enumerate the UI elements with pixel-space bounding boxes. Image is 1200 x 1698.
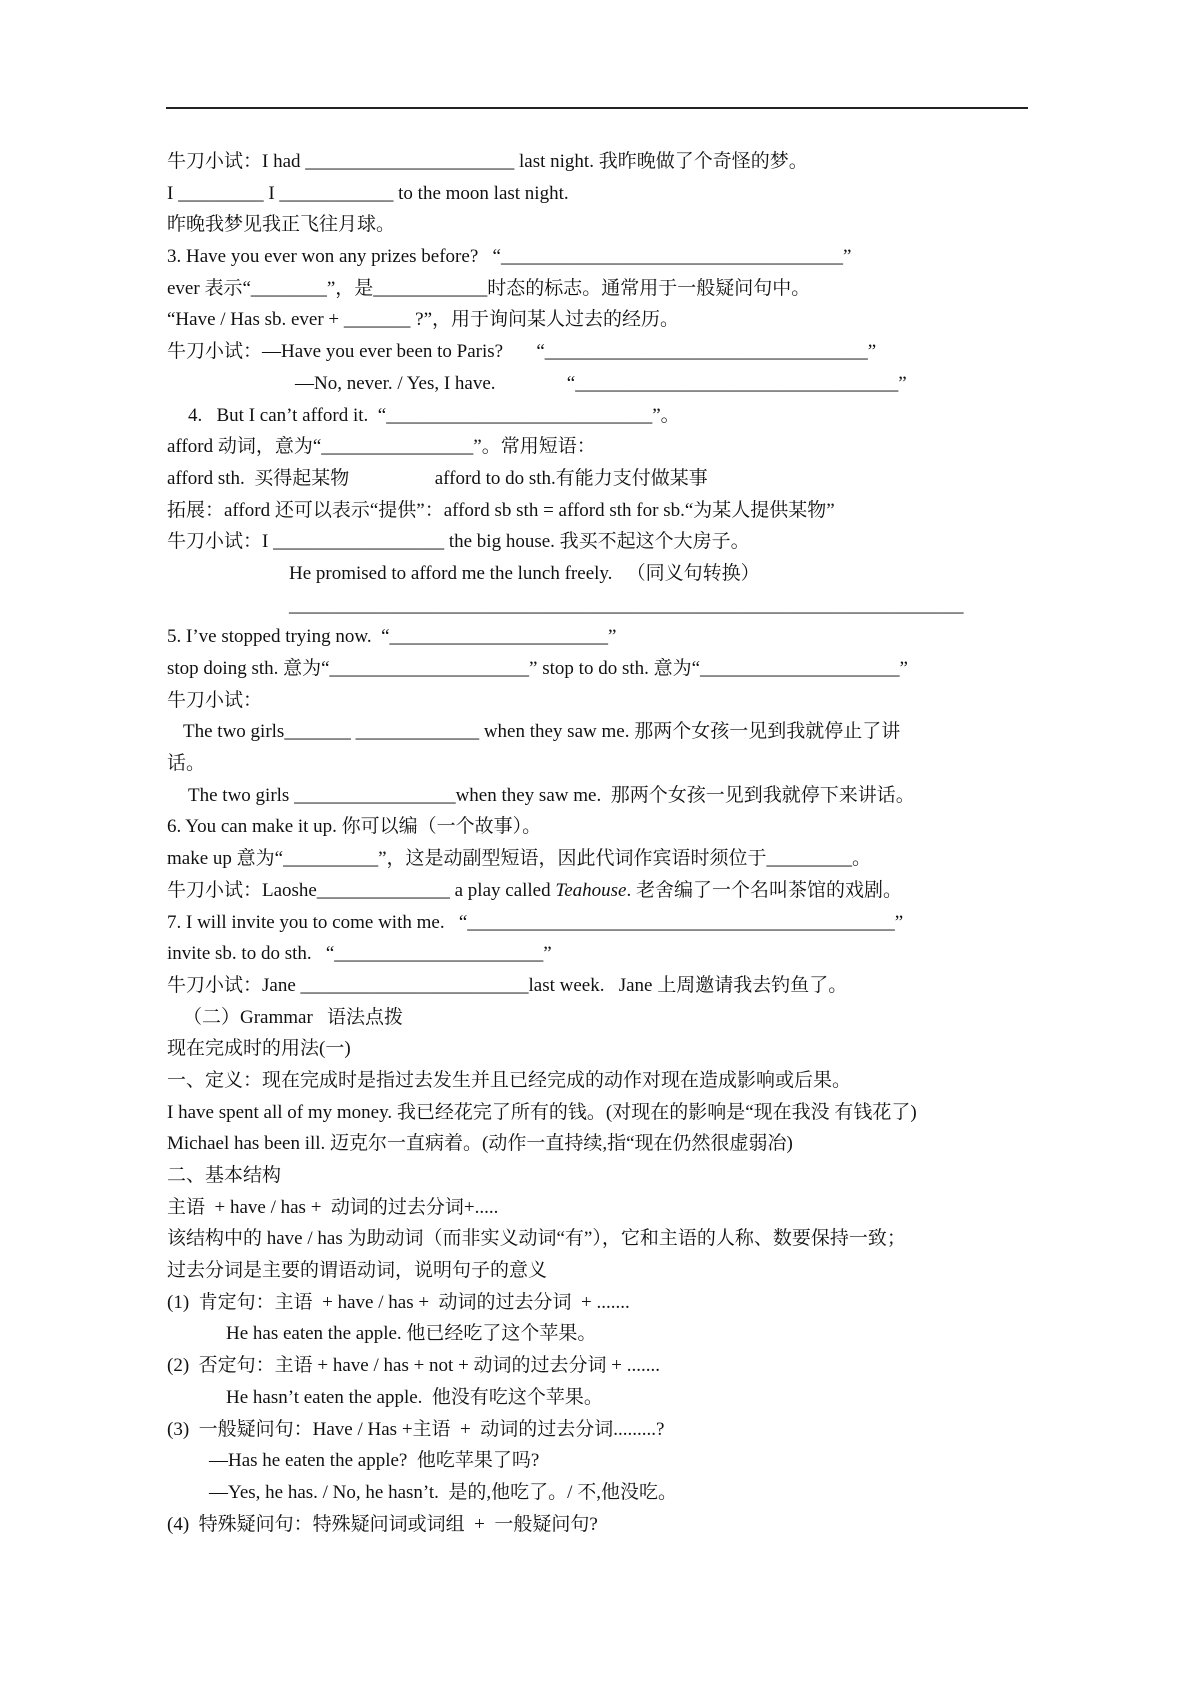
explanation-line: ever 表示“________”，是____________时态的标志。通常用于一般疑问句中。 — [167, 277, 811, 299]
example-line: He has eaten the apple. 他已经吃了这个苹果。 — [226, 1323, 597, 1345]
explanation-line: stop doing sth. 意为“_____________________” stop to do sth. 意为“_____________________” — [167, 658, 908, 679]
practice-line: The two girls _________________when they saw me. 那两个女孩一见到我就停下来讲话。 — [188, 784, 915, 806]
practice-line: —No, never. / Yes, I have. “__________________________________” — [295, 372, 907, 394]
document-body — [167, 146, 1037, 1540]
practice-line: 牛刀小试：I __________________ the big house. 我买不起这个大房子。 — [167, 531, 750, 553]
example-line: I have spent all of my money. 我已经花完了所有的钱。(对现在的影响是“现在我没 有钱花了) — [167, 1101, 917, 1123]
explanation-line: “Have / Has sb. ever + _______ ?”，用于询问某人过去的经历。 — [167, 309, 680, 331]
text: 牛刀小试：Laoshe______________ a play called — [167, 879, 556, 901]
example-line: Michael has been ill. 迈克尔一直病着。(动作一直持续,指“现在仍然很虚弱冶) — [167, 1133, 793, 1155]
explanation-line: afford 动词，意为“________________”。常用短语： — [167, 436, 596, 458]
example-line: He hasn’t eaten the apple. 他没有吃这个苹果。 — [226, 1386, 603, 1408]
example-line: —Has he eaten the apple? 他吃苹果了吗? — [209, 1450, 540, 1472]
practice-line — [167, 875, 1037, 907]
explanation-line: 拓展：afford 还可以表示“提供”：afford sb sth = afford sth for sb.“为某人提供某物” — [167, 499, 835, 521]
negative-rule: (2) 否定句：主语 + have / has + not + 动词的过去分词 + ....... — [167, 1355, 661, 1377]
structure-line: 该结构中的 have / has 为助动词（而非实义动词“有”），它和主语的人称、数要保持一致； — [167, 1228, 906, 1250]
answer-blank-line: _______________________________________________________________________ — [289, 594, 964, 616]
definition-line: 一、定义：现在完成时是指过去发生并且已经完成的动作对现在造成影响或后果。 — [167, 1069, 852, 1091]
header-rule — [166, 107, 1028, 109]
explanation-line: make up 意为“__________”，这是动副型短语，因此代词作宾语时须位于_________。 — [167, 848, 872, 870]
text: . 老舍编了一个名叫茶馆的戏剧。 — [626, 879, 902, 901]
grammar-title: 现在完成时的用法(一) — [167, 1038, 351, 1060]
structure-line: 过去分词是主要的谓语动词，说明句子的意义 — [167, 1260, 548, 1282]
practice-label: 牛刀小试： — [167, 689, 263, 711]
item-6-heading: 6. You can make it up. 你可以编（一个故事）。 — [167, 816, 542, 838]
structure-line: 主语 + have / has + 动词的过去分词+..... — [167, 1196, 499, 1218]
item-5-heading: 5. I’ve stopped trying now. “_______________________” — [167, 626, 617, 648]
practice-line: 牛刀小试：—Have you ever been to Paris? “__________________________________” — [167, 341, 877, 363]
practice-line: 牛刀小试：Jane ________________________last week. Jane 上周邀请我去钓鱼了。 — [167, 974, 848, 996]
translation-line: 昨晚我梦见我正飞往月球。 — [167, 214, 396, 236]
practice-line: I _________ I ____________ to the moon last night. — [167, 182, 569, 204]
practice-line: 话。 — [167, 753, 206, 775]
explanation-line: invite sb. to do sth. “______________________” — [167, 943, 552, 965]
item-3-heading: 3. Have you ever won any prizes before? “____________________________________” — [167, 246, 852, 268]
item-4-heading: 4. But I can’t afford it. “____________________________”。 — [188, 404, 680, 426]
affirmative-rule: (1) 肯定句：主语 + have / has + 动词的过去分词 + ....... — [167, 1291, 630, 1313]
example-line: —Yes, he has. / No, he hasn’t. 是的,他吃了。/ 不,他没吃。 — [209, 1481, 677, 1503]
question-rule: (3) 一般疑问句：Have / Has +主语 + 动词的过去分词.........? — [167, 1418, 665, 1440]
italic-title: Teahouse — [555, 879, 627, 901]
explanation-line: afford sth. 买得起某物 afford to do sth.有能力支付做某事 — [167, 467, 708, 489]
wh-question-rule: (4) 特殊疑问句：特殊疑问词或词组 + 一般疑问句? — [167, 1513, 598, 1535]
section-heading-grammar: （二）Grammar 语法点拨 — [183, 1006, 404, 1028]
practice-line: The two girls_______ _____________ when they saw me. 那两个女孩一见到我就停止了讲 — [183, 721, 901, 743]
practice-line: He promised to afford me the lunch freely. （同义句转换） — [289, 562, 760, 584]
structure-heading: 二、基本结构 — [167, 1165, 282, 1186]
item-7-heading: 7. I will invite you to come with me. “_____________________________________________” — [167, 911, 904, 933]
practice-line: 牛刀小试：I had ______________________ last night. 我昨晚做了个奇怪的梦。 — [167, 151, 808, 172]
